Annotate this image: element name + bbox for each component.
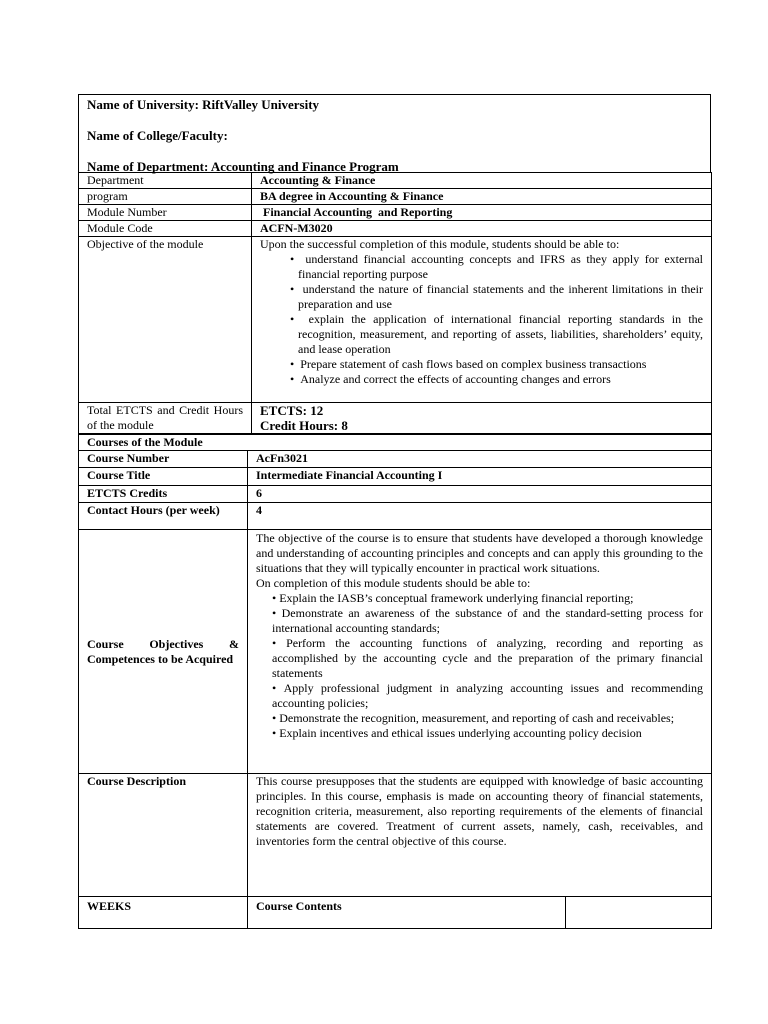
row-label: Course Number	[79, 451, 248, 468]
table-row	[79, 221, 712, 237]
course-objectives-intro: On completion of this module students should be able to:	[256, 576, 531, 590]
document-header	[78, 94, 711, 172]
university-name: Name of University: RiftValley University	[87, 97, 320, 112]
list-item: • understand financial accounting concepts and IFRS as they apply for external financial reporting purpose	[290, 252, 703, 281]
bullet-icon: •	[290, 252, 306, 266]
row-label: program	[79, 189, 252, 205]
row-value: Intermediate Financial Accounting I	[248, 468, 712, 486]
bullet-icon: •	[272, 606, 282, 620]
list-item: • Explain the IASB’s conceptual framework underlying financial reporting;	[272, 591, 634, 605]
department-name: Name of Department: Accounting and Finance Program	[87, 159, 399, 174]
bullet-icon: •	[290, 282, 303, 296]
credits-values	[252, 403, 712, 434]
table-row	[79, 189, 712, 205]
list-item: • understand the nature of financial statements and the inherent limitations in their preparation and use	[290, 282, 703, 311]
row-value: ACFN-M3020	[252, 221, 712, 237]
objective-row	[79, 237, 712, 403]
weeks-row	[79, 897, 712, 929]
row-value: Accounting & Finance	[252, 173, 712, 189]
objective-content	[252, 237, 712, 403]
college-name: Name of College/Faculty:	[87, 128, 228, 143]
list-item: • Apply professional judgment in analyzing accounting issues and recommending accounting policies;	[272, 681, 704, 710]
course-contents-label: Course Contents	[248, 897, 566, 929]
list-item: • Demonstrate an awareness of the substance of and the standard-setting process for international accounting standards;	[272, 606, 704, 635]
course-table	[78, 434, 712, 929]
bullet-icon: •	[272, 681, 284, 695]
bullet-icon: •	[272, 591, 280, 605]
empty-cell	[566, 897, 712, 929]
course-description-text: This course presupposes that the students are equipped with knowledge of basic accounting principles. In this course, emphasis is made on accounting theory of financial statements, recognition criteria, measurement, also reporting requirements of the elements of financial statements are covered. Treatment of current assets, namely, cash, receivables, and inventories form the central objective of this course.	[248, 774, 712, 897]
credits-row	[79, 403, 712, 434]
table-row	[79, 173, 712, 189]
row-label: Department	[79, 173, 252, 189]
table-row	[79, 205, 712, 221]
row-value: 6	[248, 486, 712, 503]
course-objectives-list	[256, 591, 703, 741]
row-value: BA degree in Accounting & Finance	[252, 189, 712, 205]
etcts-value: ETCTS: 12	[260, 403, 324, 418]
row-label: ETCTS Credits	[79, 486, 248, 503]
credits-label: Total ETCTS and Credit Hours of the module	[79, 403, 252, 434]
course-objectives-content	[248, 530, 712, 774]
course-objectives-label: Course Objectives & Competences to be Acquired	[79, 530, 248, 774]
courses-heading: Courses of the Module	[79, 435, 712, 451]
table-row	[79, 468, 712, 486]
objective-list	[260, 252, 703, 387]
list-item: • Demonstrate the recognition, measurement, and reporting of cash and receivables;	[272, 711, 675, 725]
table-row	[79, 503, 712, 530]
list-item: • Explain incentives and ethical issues underlying accounting policy decision	[272, 726, 642, 740]
credit-hours-value: Credit Hours: 8	[260, 418, 348, 433]
weeks-label: WEEKS	[79, 897, 248, 929]
bullet-icon: •	[290, 372, 301, 386]
list-item: • Perform the accounting functions of analyzing, recording and reporting as accomplished by the accounting cycle and the preparation of the primary financial statements	[272, 636, 704, 680]
row-label: Module Code	[79, 221, 252, 237]
bullet-icon: •	[290, 312, 309, 326]
row-value: AcFn3021	[248, 451, 712, 468]
list-item: • Prepare statement of cash flows based on complex business transactions	[290, 357, 647, 371]
bullet-icon: •	[272, 711, 280, 725]
course-description-row	[79, 774, 712, 897]
bullet-icon: •	[290, 357, 301, 371]
bullet-icon: •	[272, 636, 287, 650]
course-description-label: Course Description	[79, 774, 248, 897]
module-info-table	[78, 172, 712, 434]
row-label: Module Number	[79, 205, 252, 221]
row-label: Contact Hours (per week)	[79, 503, 248, 530]
table-row	[79, 435, 712, 451]
row-value: 4	[248, 503, 712, 530]
table-row	[79, 451, 712, 468]
row-value: Financial Accounting and Reporting	[252, 205, 712, 221]
syllabus-page	[78, 94, 711, 929]
course-objectives-row	[79, 530, 712, 774]
objective-intro: Upon the successful completion of this module, students should be able to:	[260, 237, 620, 251]
list-item: • explain the application of international financial reporting standards in the recognition, measurement, and reporting of assets, liabilities, shareholders’ equity, and lease operation	[290, 312, 703, 356]
list-item: • Analyze and correct the effects of accounting changes and errors	[290, 372, 611, 386]
row-label: Course Title	[79, 468, 248, 486]
bullet-icon: •	[272, 726, 280, 740]
objective-label: Objective of the module	[79, 237, 252, 403]
table-row	[79, 486, 712, 503]
course-objectives-para: The objective of the course is to ensure that students have developed a thorough knowledge and understanding of accounting principles and concepts and can apply this grounding to the situations that they will typically encounter in practical work situations.	[256, 531, 704, 575]
